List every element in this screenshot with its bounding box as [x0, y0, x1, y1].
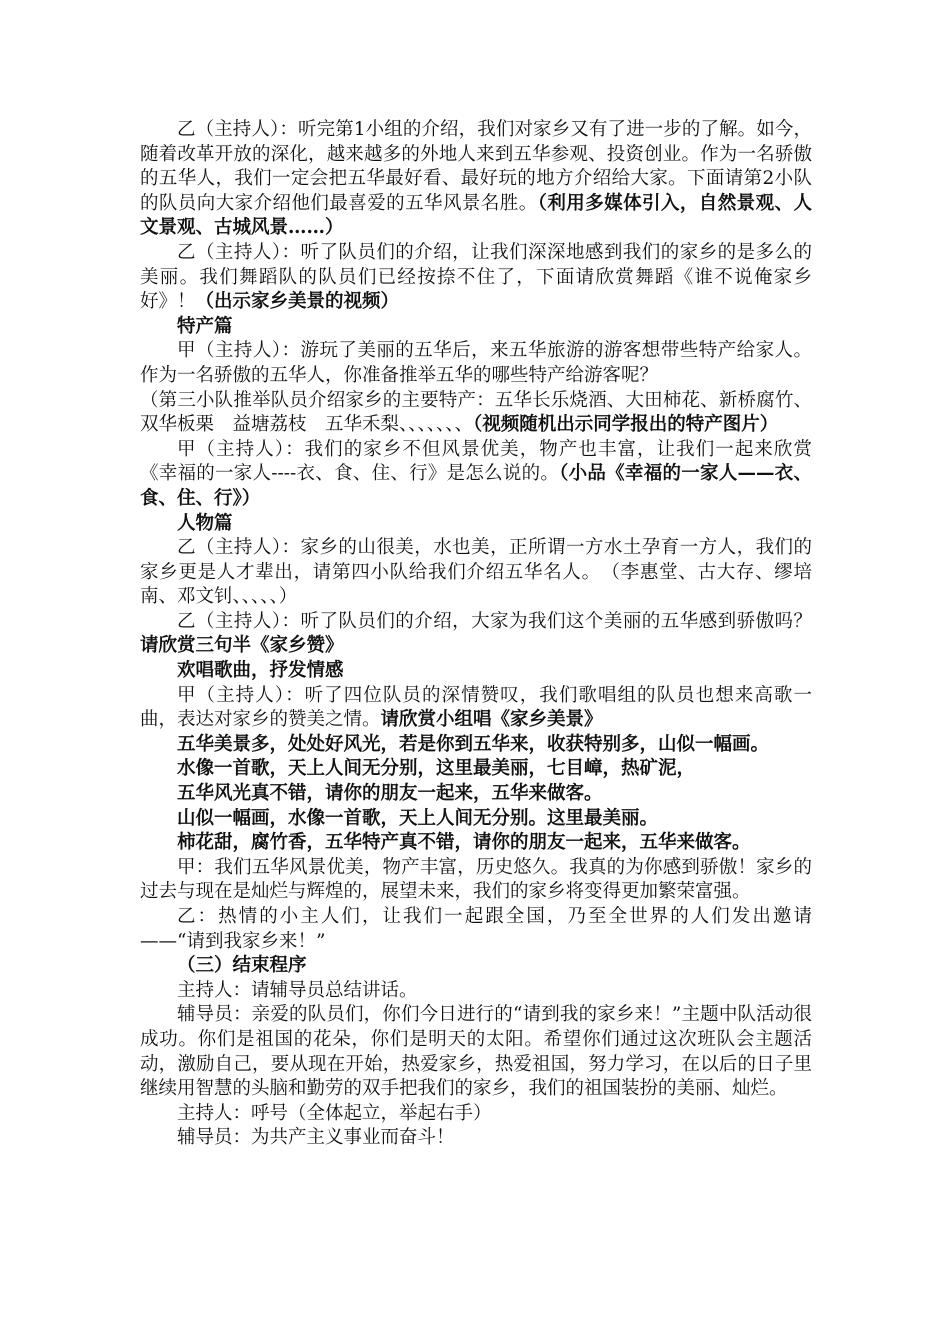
paragraph-counselor-speech: 辅导员：亲爱的队员们，你们今日进行的“请到我的家乡来！”主题中队活动很成功。你们是祖国的花朵，你们是明天的太阳。希望你们通过这次班队会主题活动，激励自己，要从现在开始，热爱家乡，热爱祖国，努力学习，在以后的日子里继续用智慧的头脑和勤劳的双手把我们的家乡，我们的祖国装扮的美丽、灿烂。: [140, 1004, 812, 1100]
section-heading-end: （三）结束程序: [177, 955, 307, 977]
paragraph-host-a-closing: 甲：我们五华风景优美，物产丰富，历史悠久。我真的为你感到骄傲！家乡的过去与现在是灿烂与辉煌的，展望未来，我们的家乡将变得更加繁荣富强。: [140, 856, 812, 903]
paragraph-host-slogan: 主持人：呼号（全体起立，举起右手）: [177, 1102, 492, 1124]
paragraph-host-a-song: 甲（主持人）：听了四位队员的深情赞叹，我们歌唱组的队员也想来高歌一曲，表达对家乡的赞美之情。请欣赏小组唱《家乡美景》: [140, 684, 812, 731]
song-line: 水像一首歌，天上人间无分别，这里最美丽，七目嶂，热矿泥，: [177, 758, 696, 780]
song-line: 山似一幅画，水像一首歌，天上人间无分别。这里最美丽。: [177, 807, 659, 829]
section-heading-people: 人物篇: [177, 512, 233, 534]
paragraph-counselor-slogan: 辅导员：为共产主义事业而奋斗！: [177, 1127, 455, 1149]
section-heading-song: 欢唱歌曲，抒发情感: [177, 660, 344, 682]
paragraph-host-a-specialty: 甲（主持人）：游玩了美丽的五华后，来五华旅游的游客想带些特产给家人。作为一名骄傲的五华人，你准备推举五华的哪些特产给游客呢？: [140, 340, 812, 386]
song-line: 五华风光真不错，请你的朋友一起来，五华来做客。: [177, 783, 603, 805]
document-page: [140, 118, 812, 1151]
section-heading-specialty: 特产篇: [177, 315, 233, 337]
paragraph-specialty-list: （第三小队推举队员介绍家乡的主要特产：五华长乐烧酒、大田柿花、新桥腐竹、双华板栗 益塘荔枝 五华禾梨、、、、、、、（视频随机出示同学报出的特产图片）: [140, 389, 812, 436]
paragraph-host-invite-speech: 主持人：请辅导员总结讲话。: [177, 979, 418, 1001]
paragraph-host-b-scenery: 乙（主持人）：听完第1小组的介绍，我们对家乡又有了进一步的了解。如今，随着改革开放的深化，越来越多的外地人来到五华参观、投资创业。作为一名骄傲的五华人，我们一定会把五华最好看、最好玩的地方介绍给大家。下面请第2小队的队员向大家介绍他们最喜爱的五华风景名胜。（利用多媒体引入，自然景观、人文景观、古城风景……）: [140, 119, 812, 239]
paragraph-host-b-people: 乙（主持人）：家乡的山很美，水也美，正所谓一方水土孕育一方人，我们的家乡更是人才辈出，请第四小队给我们介绍五华名人。 （李惠堂、古大存、缪培南、邓文钊、、、、、）: [140, 537, 812, 608]
song-line: 五华美景多，处处好风光，若是你到五华来，收获特别多，山似一幅画。: [177, 733, 770, 755]
paragraph-host-b-invitation: 乙：热情的小主人们，让我们一起跟全国，乃至全世界的人们发出邀请——“请到我家乡来！”: [140, 906, 812, 952]
paragraph-host-a-skit: 甲（主持人）：我们的家乡不但风景优美，物产也丰富，让我们一起来欣赏《幸福的一家人----衣、食、住、行》是怎么说的。（小品《幸福的一家人——衣、食、住、行》）: [140, 438, 812, 509]
paragraph-host-b-dance: 乙（主持人）：听了队员们的介绍，让我们深深地感到我们的家乡的是多么的美丽。我们舞蹈队的队员们已经按捺不住了，下面请欣赏舞蹈《谁不说俺家乡好》！（出示家乡美景的视频）: [140, 241, 812, 313]
song-line: 柿花甜，腐竹香，五华特产真不错，请你的朋友一起来，五华来做客。: [177, 832, 751, 854]
paragraph-host-b-praise: 乙（主持人）：听了队员们的介绍，大家为我们这个美丽的五华感到骄傲吗？请欣赏三句半《家乡赞》: [140, 610, 812, 657]
song-lyrics: [140, 733, 812, 856]
